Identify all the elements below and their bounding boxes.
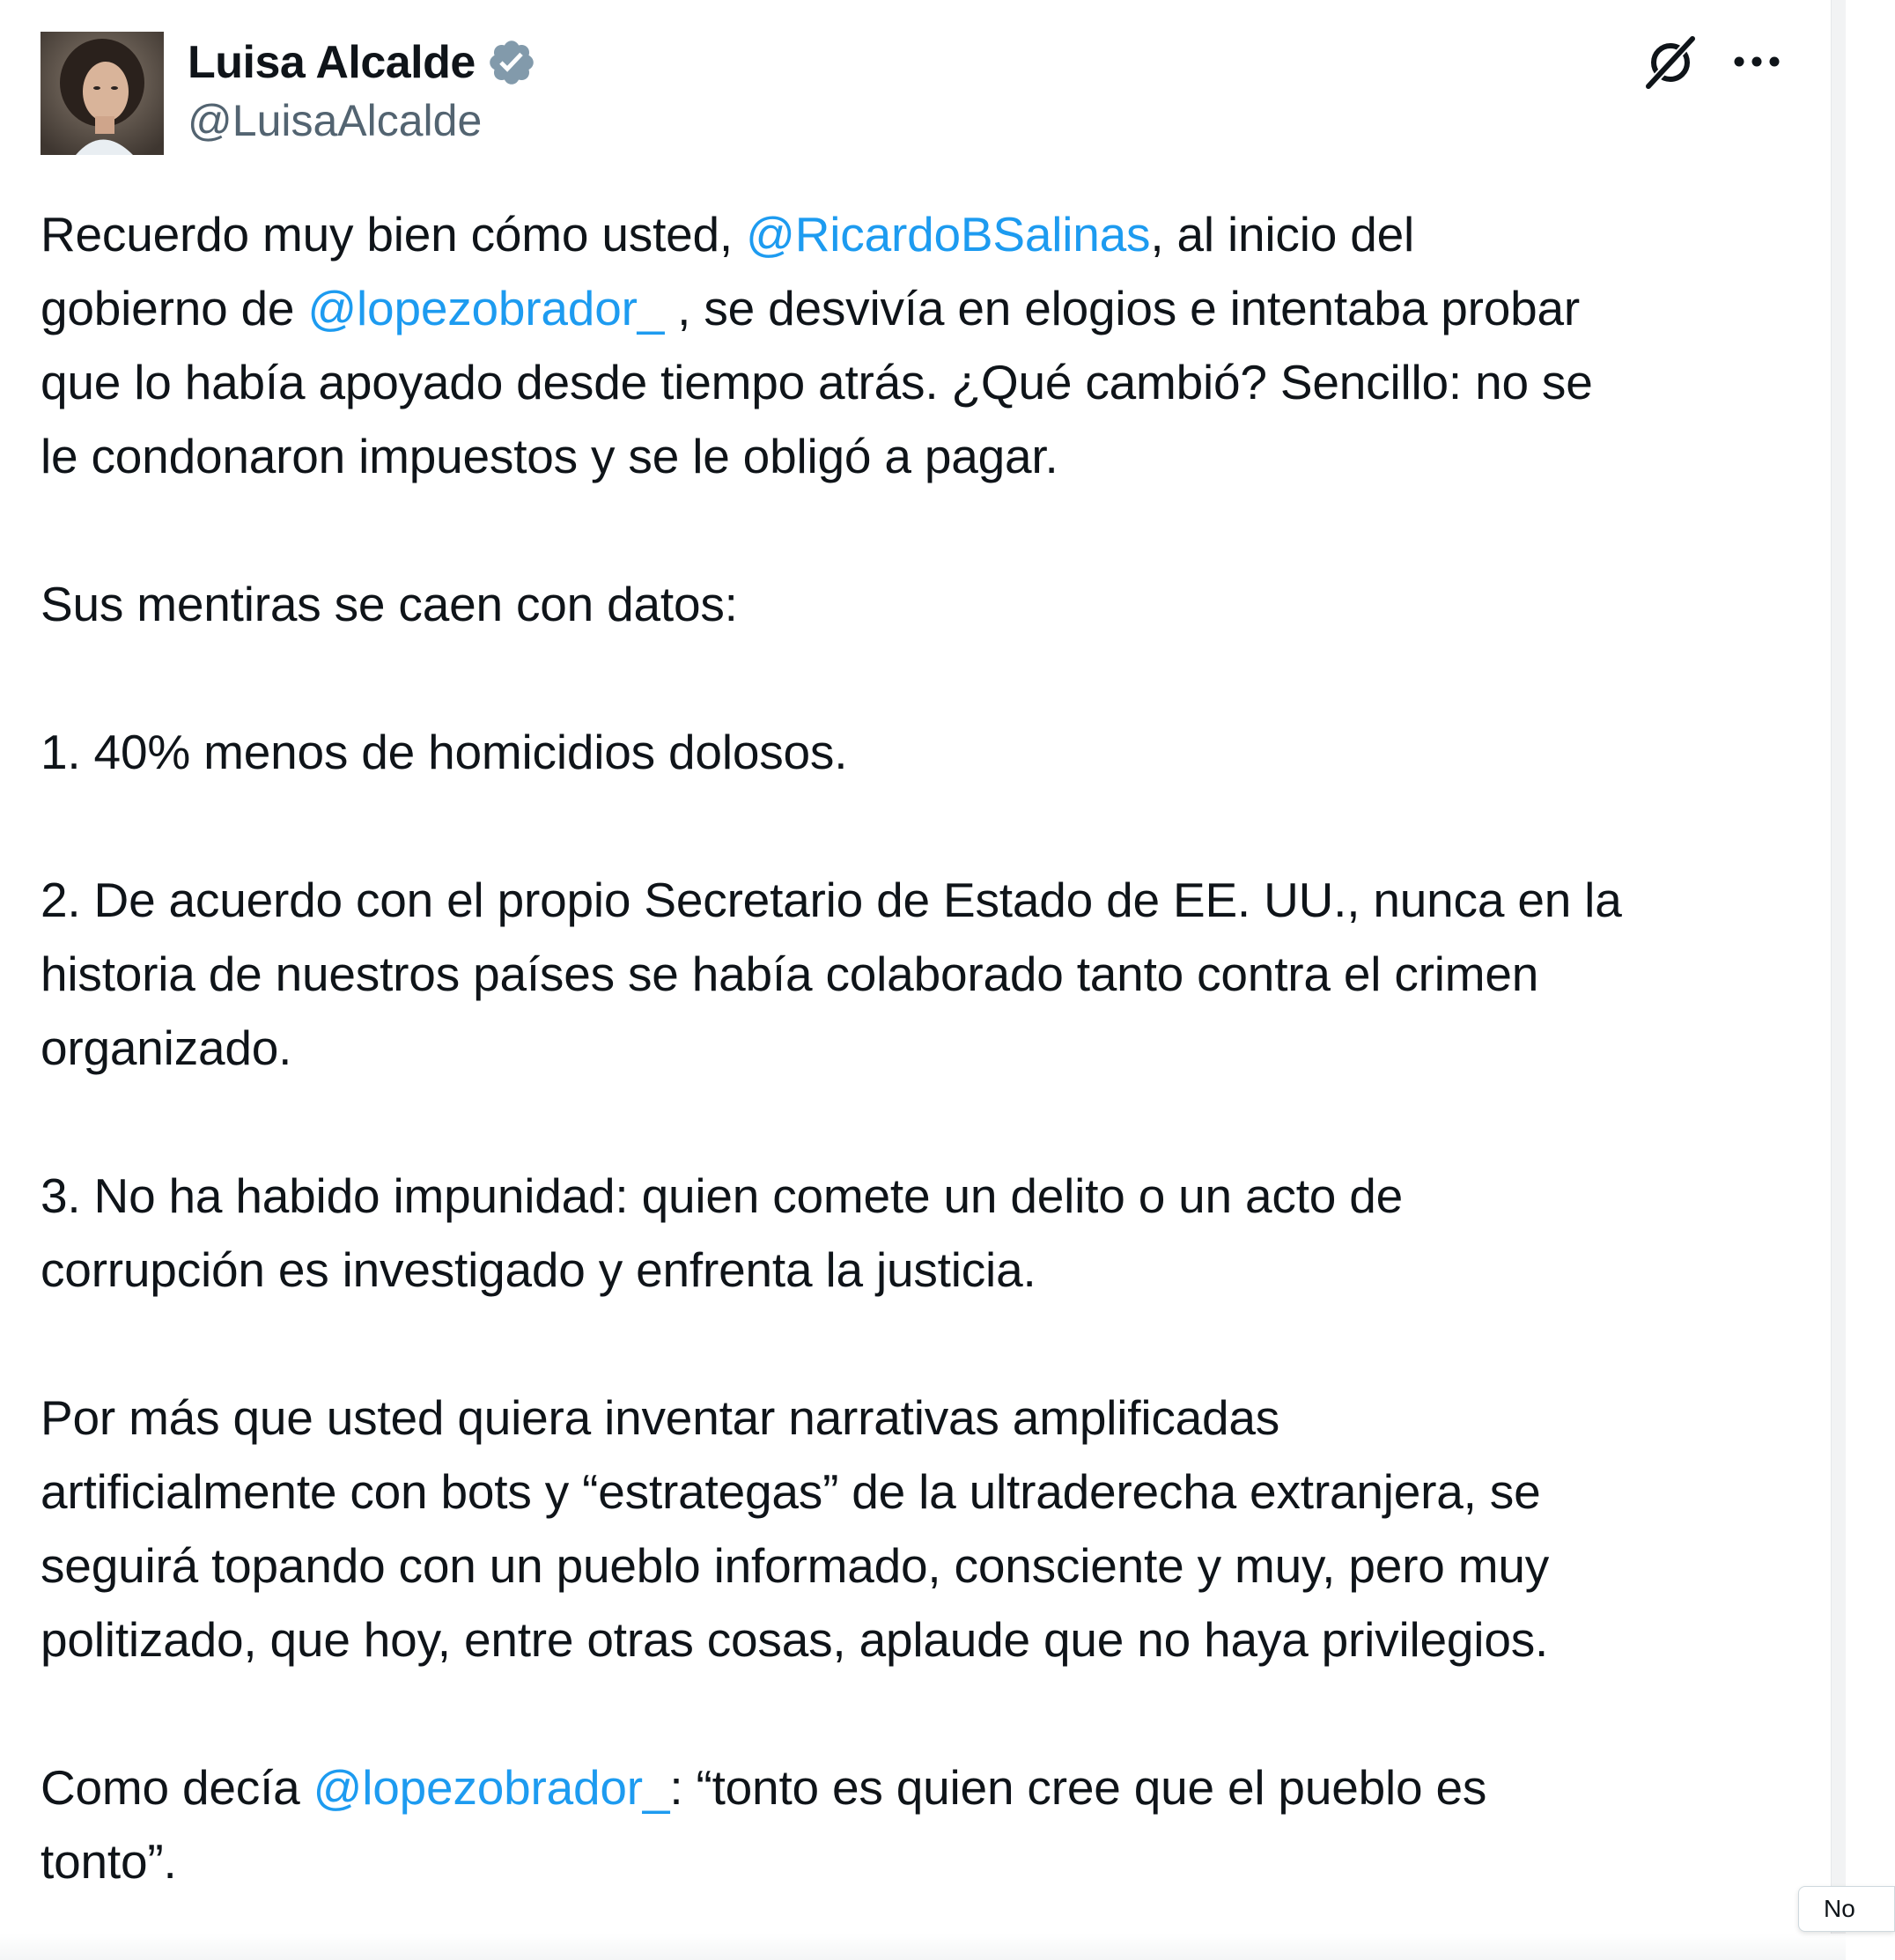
more-options-button[interactable] bbox=[1726, 35, 1788, 88]
text-line: 2. De acuerdo con el propio Secretario de Estado de EE. UU., nunca en la bbox=[41, 873, 1622, 927]
scrollbar-track[interactable] bbox=[1831, 0, 1846, 1960]
text-segment: gobierno de bbox=[41, 281, 308, 335]
grok-button[interactable] bbox=[1640, 32, 1701, 93]
text-segment: Recuerdo muy bien cómo usted, bbox=[41, 207, 747, 262]
paragraph-gap bbox=[41, 789, 1802, 863]
more-options-icon bbox=[1730, 53, 1783, 70]
text-line: corrupción es investigado y enfrenta la justicia. bbox=[41, 1242, 1036, 1297]
bottom-edge bbox=[0, 1934, 1846, 1960]
tweet-text bbox=[41, 197, 1802, 1898]
text-line: 3. No ha habido impunidad: quien comete un delito o un acto de bbox=[41, 1168, 1404, 1223]
text-line: seguirá topando con un pueblo informado, consciente y muy, pero muy bbox=[41, 1538, 1550, 1593]
text-line: politizado, que hoy, entre otras cosas, aplaude que no haya privilegios. bbox=[41, 1612, 1549, 1667]
mention-link[interactable]: @RicardoBSalinas bbox=[746, 207, 1151, 262]
floating-chip-button[interactable]: No bbox=[1798, 1886, 1895, 1932]
text-line bbox=[41, 197, 1802, 271]
paragraph-gap bbox=[41, 493, 1802, 567]
author-name-row[interactable] bbox=[188, 32, 537, 93]
text-line bbox=[41, 271, 1802, 345]
text-segment: , al inicio del bbox=[1150, 207, 1414, 262]
text-line: tonto”. bbox=[41, 1834, 177, 1889]
author-handle[interactable]: @LuisaAlcalde bbox=[188, 96, 483, 145]
verified-badge-icon[interactable] bbox=[486, 37, 537, 88]
text-line: Sus mentiras se caen con datos: bbox=[41, 577, 738, 631]
mention-link[interactable]: @lopezobrador_ bbox=[313, 1760, 670, 1815]
paragraph-gap bbox=[41, 641, 1802, 715]
text-segment: , se desvivía en elogios e intentaba probar bbox=[664, 281, 1581, 335]
mention-link[interactable]: @lopezobrador_ bbox=[307, 281, 665, 335]
text-line: le condonaron impuestos y se le obligó a pagar. bbox=[41, 429, 1058, 483]
text-line: organizado. bbox=[41, 1021, 292, 1075]
profile-photo bbox=[41, 32, 164, 155]
text-segment: Como decía bbox=[41, 1760, 313, 1815]
paragraph-gap bbox=[41, 1307, 1802, 1381]
author-avatar[interactable] bbox=[41, 32, 164, 155]
text-line: 1. 40% menos de homicidios dolosos. bbox=[41, 725, 848, 779]
text-line: artificialmente con bots y “estrategas” de la ultraderecha extranjera, se bbox=[41, 1464, 1541, 1519]
text-line bbox=[41, 1750, 1802, 1824]
paragraph-gap bbox=[41, 1085, 1802, 1159]
text-line: historia de nuestros países se había colaborado tanto contra el crimen bbox=[41, 947, 1539, 1001]
text-line: Por más que usted quiera inventar narrativas amplificadas bbox=[41, 1390, 1280, 1445]
text-segment: : “tonto es quien cree que el pueblo es bbox=[669, 1760, 1487, 1815]
author-display-name[interactable]: Luisa Alcalde bbox=[188, 37, 476, 88]
grok-icon bbox=[1641, 33, 1700, 92]
paragraph-gap bbox=[41, 1676, 1802, 1750]
text-line: que lo había apoyado desde tiempo atrás. ¿Qué cambió? Sencillo: no se bbox=[41, 355, 1593, 409]
